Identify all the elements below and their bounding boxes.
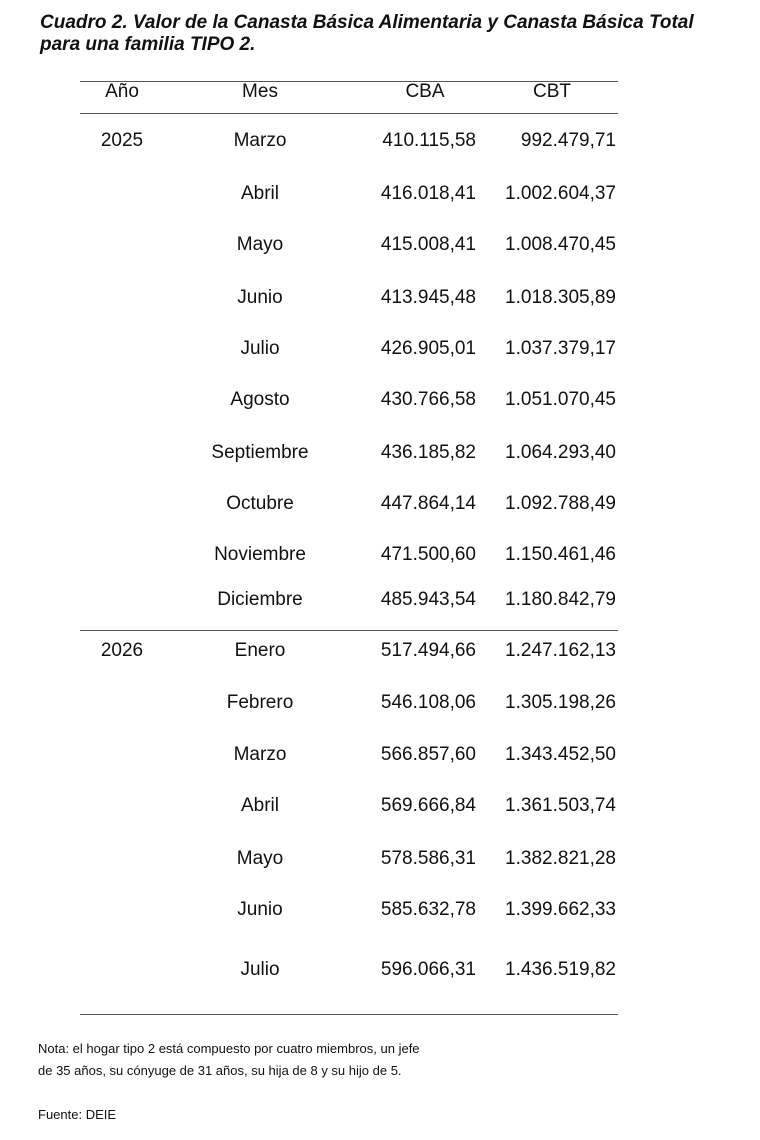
year-cell: 2025 xyxy=(100,130,144,151)
month-cell: Mayo xyxy=(236,848,284,869)
month-cell: Febrero xyxy=(226,692,294,713)
month-cell: Junio xyxy=(237,287,283,308)
cbt-cell: 1.018.305,89 xyxy=(505,287,616,308)
month-cell: Julio xyxy=(240,338,280,359)
month-cell: Septiembre xyxy=(211,442,309,463)
cbt-cell: 1.092.788,49 xyxy=(505,493,616,514)
table-title-line-1: Cuadro 2. Valor de la Canasta Básica Alimentaria y Canasta Básica Total xyxy=(40,12,694,33)
month-cell: Agosto xyxy=(230,389,290,410)
cba-cell: 436.185,82 xyxy=(380,442,476,463)
month-cell: Noviembre xyxy=(214,544,306,565)
cba-cell: 585.632,78 xyxy=(380,899,476,920)
month-cell: Octubre xyxy=(226,493,294,514)
cba-cell: 471.500,60 xyxy=(380,544,476,565)
month-cell: Abril xyxy=(240,795,279,816)
cbt-cell: 1.064.293,40 xyxy=(505,442,616,463)
cba-cell: 426.905,01 xyxy=(380,338,476,359)
cba-cell: 578.586,31 xyxy=(380,848,476,869)
header-year: Año xyxy=(105,81,139,102)
month-cell: Mayo xyxy=(236,234,284,255)
cbt-cell: 1.150.461,46 xyxy=(505,544,616,565)
table-bottom-rule xyxy=(80,1014,618,1015)
cbt-cell: 1.051.070,45 xyxy=(505,389,616,410)
cbt-cell: 1.436.519,82 xyxy=(505,959,616,980)
group-separator-rule xyxy=(80,630,618,631)
cbt-cell: 1.399.662,33 xyxy=(505,899,616,920)
cba-cell: 410.115,58 xyxy=(382,130,476,151)
cbt-cell: 1.008.470,45 xyxy=(505,234,616,255)
cba-cell: 485.943,54 xyxy=(380,589,476,610)
cba-cell: 416.018,41 xyxy=(380,183,476,204)
cbt-cell: 1.037.379,17 xyxy=(505,338,616,359)
table-title-line-2: para una familia TIPO 2. xyxy=(40,34,256,55)
month-cell: Abril xyxy=(240,183,279,204)
month-cell: Enero xyxy=(234,640,286,661)
cba-cell: 566.857,60 xyxy=(380,744,476,765)
cba-cell: 596.066,31 xyxy=(380,959,476,980)
month-cell: Marzo xyxy=(233,744,287,765)
month-cell: Marzo xyxy=(233,130,287,151)
source-note: Fuente: DEIE xyxy=(38,1107,117,1122)
month-cell: Junio xyxy=(237,899,283,920)
cba-cell: 413.945,48 xyxy=(380,287,476,308)
footnote xyxy=(38,1038,498,1082)
table-title xyxy=(40,12,740,56)
header-cbt: CBT xyxy=(533,81,571,102)
cba-cell: 546.108,06 xyxy=(380,692,476,713)
cbt-cell: 1.343.452,50 xyxy=(505,744,616,765)
header-cba: CBA xyxy=(405,81,445,102)
cba-cell: 569.666,84 xyxy=(380,795,476,816)
footnote-line-1: Nota: el hogar tipo 2 está compuesto por cuatro miembros, un jefe xyxy=(38,1041,420,1056)
cbt-cell: 1.305.198,26 xyxy=(505,692,616,713)
cbt-cell: 1.382.821,28 xyxy=(505,848,616,869)
cba-cell: 517.494,66 xyxy=(380,640,476,661)
footnote-line-2: de 35 años, su cónyuge de 31 años, su hija de 8 y su hijo de 5. xyxy=(38,1063,402,1078)
cbt-cell: 1.361.503,74 xyxy=(505,795,616,816)
header-bottom-rule xyxy=(80,113,618,114)
cba-cell: 415.008,41 xyxy=(380,234,476,255)
cbt-cell: 1.247.162,13 xyxy=(505,640,616,661)
year-cell: 2026 xyxy=(100,640,144,661)
cbt-cell: 1.180.842,79 xyxy=(505,589,616,610)
cbt-cell: 992.479,71 xyxy=(520,130,616,151)
cba-cell: 447.864,14 xyxy=(380,493,476,514)
month-cell: Julio xyxy=(240,959,280,980)
cbt-cell: 1.002.604,37 xyxy=(505,183,616,204)
header-month: Mes xyxy=(242,81,278,102)
cba-cell: 430.766,58 xyxy=(380,389,476,410)
month-cell: Diciembre xyxy=(217,589,303,610)
